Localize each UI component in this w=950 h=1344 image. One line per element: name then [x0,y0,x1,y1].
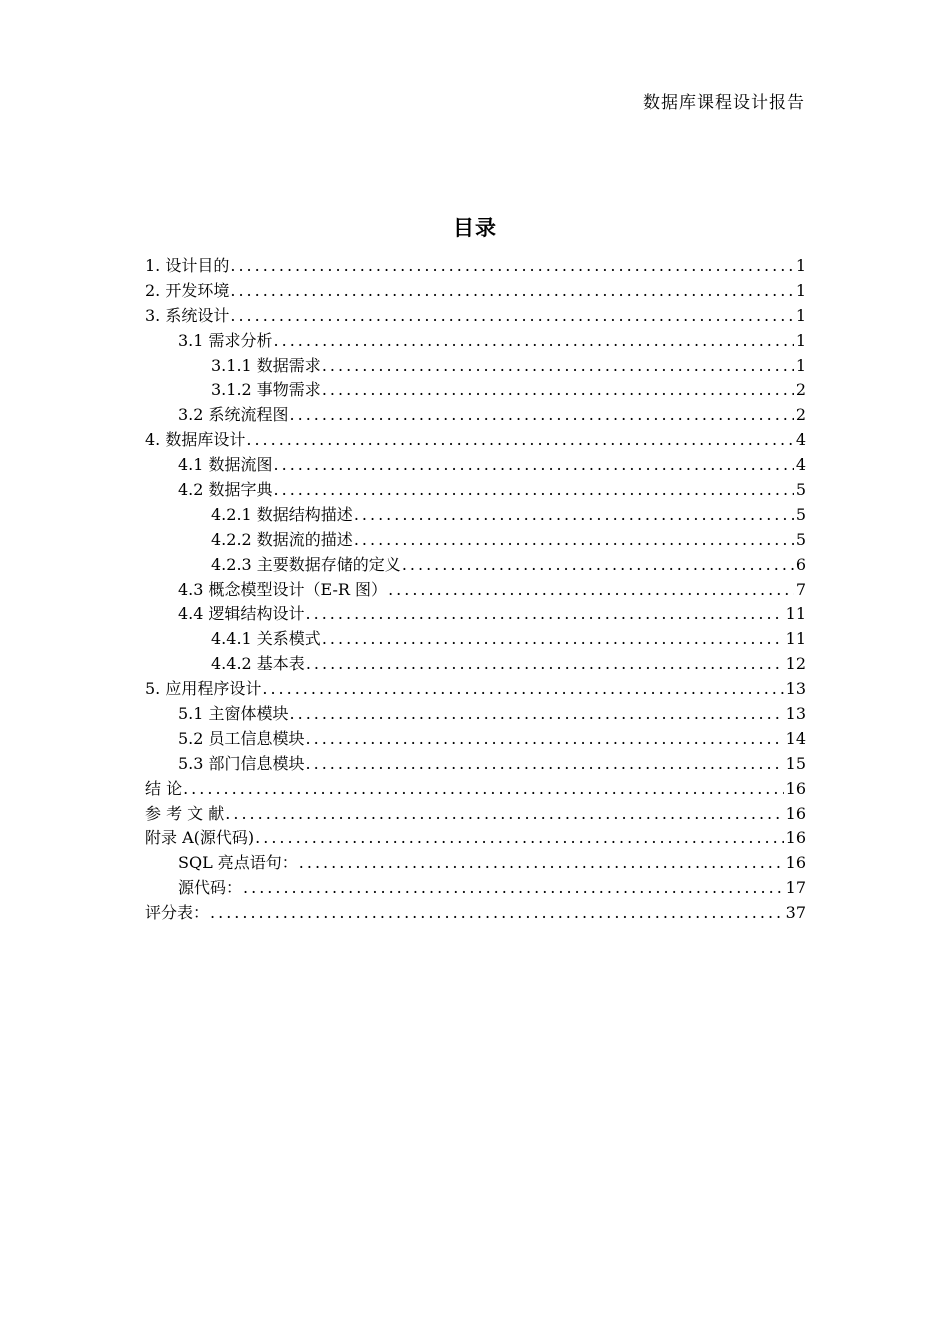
toc-leader-dots [354,505,794,524]
toc-entry-page-number: 1 [795,355,806,375]
toc-leader-dots [290,405,794,424]
toc-entry[interactable] [145,676,806,701]
toc-entry[interactable] [145,527,806,552]
toc-entry-label: 3.1 需求分析 [178,330,273,350]
toc-entry-page-number: 37 [785,903,806,923]
toc-entry-page-number: 2 [795,380,806,400]
toc-leader-dots [183,779,784,798]
toc-leader-dots [290,704,784,723]
toc-entry[interactable] [145,726,806,751]
toc-entry[interactable] [145,701,806,726]
toc-entry-label: 3. 系统设计 [145,305,230,325]
toc-entry-page-number: 2 [795,405,806,425]
toc-entry-label: 3.1.1 数据需求 [211,355,321,375]
toc-entry[interactable] [145,801,806,826]
toc-leader-dots [274,331,794,350]
toc-entry-label: 4.4.1 关系模式 [211,629,321,649]
toc-entry-page-number: 17 [785,878,806,898]
toc-entry-label: 评分表： [145,903,210,923]
toc-leader-dots [246,430,793,449]
toc-entry[interactable] [145,577,806,602]
toc-entry-label: 4.2.2 数据流的描述 [211,529,353,549]
toc-entry-label: 4.1 数据流图 [178,455,273,475]
toc-entry[interactable] [145,601,806,626]
toc-entry-page-number: 4 [795,430,806,450]
toc-entry-label: 4.4.2 基本表 [211,654,305,674]
toc-entry-page-number: 12 [785,654,806,674]
toc-entry-page-number: 13 [785,679,806,699]
toc-entry-page-number: 15 [785,753,806,773]
toc-entry-label: 4.4 逻辑结构设计 [178,604,305,624]
toc-entry-label: 结 论 [145,778,183,798]
toc-entry[interactable] [145,427,806,452]
toc-entry[interactable] [145,825,806,850]
toc-entry-page-number: 11 [785,629,806,649]
toc-entry[interactable] [145,552,806,577]
toc-entry-page-number: 11 [785,604,806,624]
toc-entry-label: 1. 设计目的 [145,256,230,275]
toc-entry-label: 5. 应用程序设计 [145,679,262,699]
toc-entry[interactable] [145,751,806,776]
toc-entry-page-number: 16 [785,803,806,823]
toc-entry[interactable] [145,477,806,502]
toc-entry-page-number: 13 [785,704,806,724]
toc-entry[interactable] [145,328,806,353]
toc-leader-dots [322,629,784,648]
toc-entry[interactable] [145,402,806,427]
toc-title: 目录 [453,216,497,240]
toc-entry-page-number: 6 [795,554,806,574]
toc-leader-dots [274,480,794,499]
toc-entry[interactable] [145,452,806,477]
toc-entry[interactable] [145,776,806,801]
toc-entry-page-number: 7 [795,579,806,599]
toc-entry-label: 4.2 数据字典 [178,480,273,500]
table-of-contents [145,253,806,925]
toc-leader-dots [255,828,784,847]
toc-entry[interactable] [145,303,806,328]
toc-entry-page-number: 1 [795,330,806,350]
toc-leader-dots [274,455,794,474]
toc-entry-label: 参 考 文 献 [145,803,225,823]
toc-entry-label: 4.3 概念模型设计（E-R 图） [178,579,388,599]
toc-entry[interactable] [145,626,806,651]
toc-leader-dots [322,356,794,375]
toc-entry-page-number: 5 [795,504,806,524]
toc-entry-page-number: 1 [795,256,806,275]
toc-entry-page-number: 14 [785,728,806,748]
toc-leader-dots [354,530,794,549]
toc-entry-label: 5.2 员工信息模块 [178,728,305,748]
toc-entry[interactable] [145,900,806,925]
toc-leader-dots [322,380,794,399]
toc-leader-dots [299,853,784,872]
running-header: 数据库课程设计报告 [643,93,805,113]
toc-leader-dots [306,604,784,623]
toc-leader-dots [306,654,784,673]
toc-leader-dots [225,804,783,823]
toc-entry[interactable] [145,502,806,527]
toc-entry-page-number: 5 [795,480,806,500]
toc-entry-page-number: 5 [795,529,806,549]
toc-entry-page-number: 16 [785,828,806,848]
toc-entry[interactable] [145,377,806,402]
toc-entry-label: 源代码： [178,878,243,898]
toc-entry-label: 2. 开发环境 [145,280,230,300]
toc-entry-page-number: 16 [785,853,806,873]
toc-leader-dots [230,281,793,300]
toc-leader-dots [306,729,784,748]
toc-leader-dots [230,306,793,325]
toc-entry-label: 5.3 部门信息模块 [178,753,305,773]
toc-entry[interactable] [145,278,806,303]
toc-leader-dots [388,580,794,599]
toc-entry-page-number: 1 [795,280,806,300]
toc-entry[interactable] [145,875,806,900]
toc-entry[interactable] [145,353,806,378]
toc-entry-label: 3.2 系统流程图 [178,405,289,425]
toc-leader-dots [402,555,794,574]
toc-entry-label: 3.1.2 事物需求 [211,380,321,400]
toc-entry-page-number: 16 [785,778,806,798]
toc-entry-label: SQL 亮点语句： [178,853,298,873]
toc-leader-dots [306,754,784,773]
toc-entry-label: 4.2.1 数据结构描述 [211,504,353,524]
toc-entry-label: 5.1 主窗体模块 [178,704,289,724]
toc-entry[interactable] [145,651,806,676]
toc-entry-label: 4.2.3 主要数据存储的定义 [211,554,401,574]
toc-leader-dots [210,903,784,922]
toc-entry-label: 附录 A(源代码) [145,828,255,848]
toc-entry[interactable] [145,850,806,875]
toc-leader-dots [230,256,793,275]
toc-leader-dots [262,679,783,698]
toc-entry-page-number: 4 [795,455,806,475]
toc-entry[interactable] [145,253,806,278]
toc-leader-dots [243,878,784,897]
toc-entry-label: 4. 数据库设计 [145,430,246,450]
toc-entry-page-number: 1 [795,305,806,325]
